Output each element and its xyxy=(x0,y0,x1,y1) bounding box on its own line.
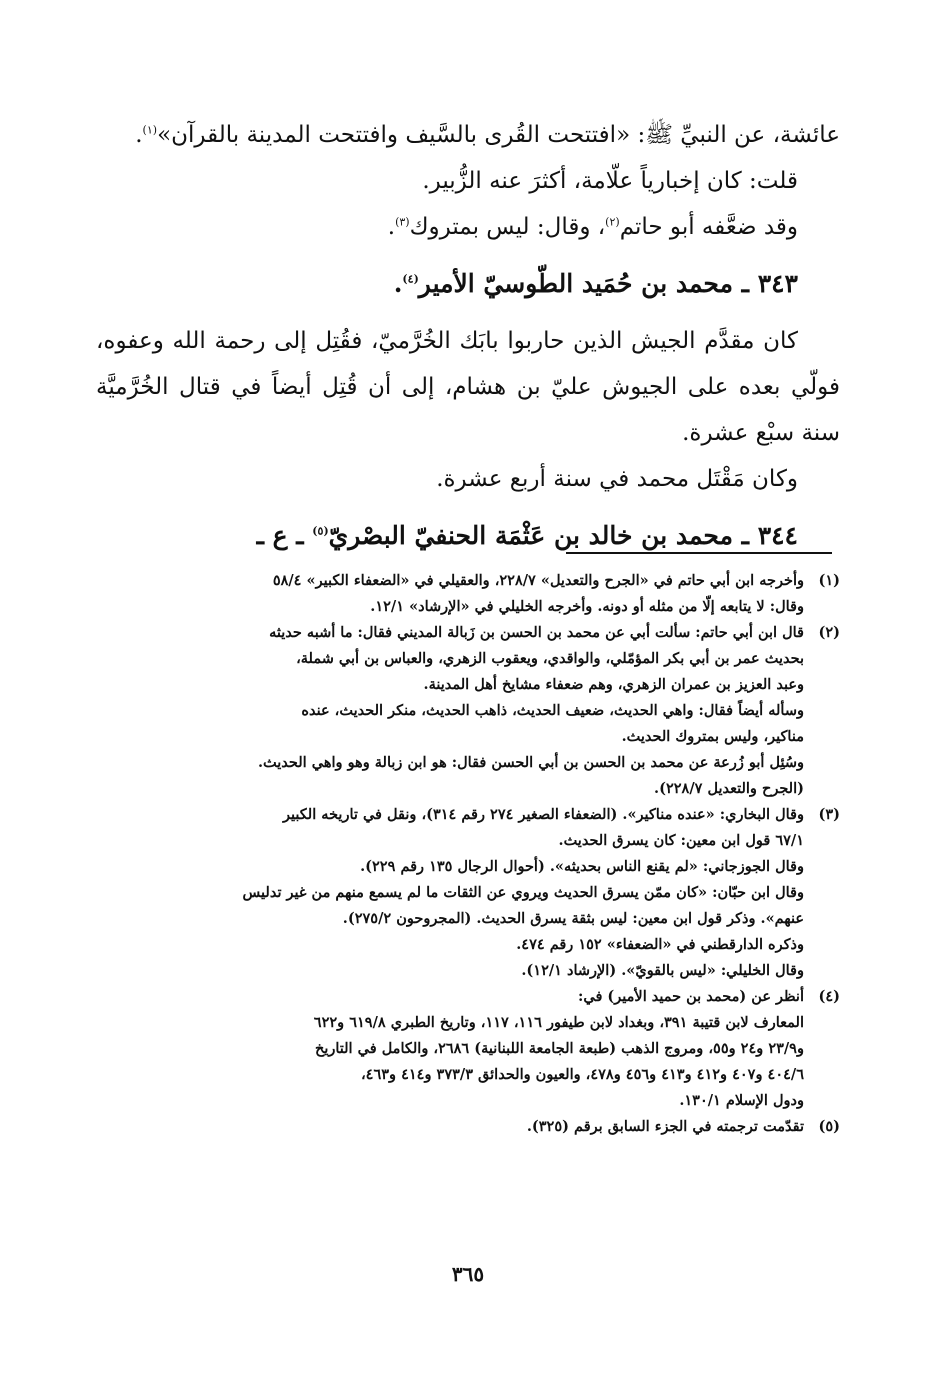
footnote-line: وسأله أيضاً فقال: واهي الحديث، ضعيف الحديث، ذاهب الحديث، منكر الحديث، عنده xyxy=(301,702,804,719)
footnote-line: قال ابن أبي حاتم: سألت أبي عن محمد بن الحسن بن زَبالة المديني فقال: ما أشبه حديثه xyxy=(269,624,804,641)
footnote-line: و٢٣/٩ و٢٤ و٥٥، ومروج الذهب (طبعة الجامعة اللبنانية) ٢٦٨٦، والكامل في التاريخ xyxy=(314,1040,804,1057)
footnote-line: وقال البخاري: «عنده مناكير». (الضعفاء الصغير ٢٧٤ رقم ٣١٤)، ونقل في تاريخه الكبير xyxy=(283,806,804,823)
footnote-line: وقال: لا يتابعه إلّا من مثله أو دونه. وأخرجه الخليلي في «الإرشاد» ١٢/١. xyxy=(370,598,804,615)
footnote-line: وأخرجه ابن أبي حاتم في «الجرح والتعديل» ٢٢٨/٧، والعقيلي في «الضعفاء الكبير» ٥٨/٤ xyxy=(272,572,804,589)
footnote-line: (الجرح والتعديل ٢٢٨/٧). xyxy=(654,780,804,797)
footnote-ref-5[interactable]: (٥) xyxy=(312,524,329,538)
text-line-1: عائشة، عن النبيِّ ﷺ: «افتتحت القُرى بالسَّيف وافتتحت المدينة بالقرآن»$^{(١)}$. xyxy=(135,122,840,148)
footnote-ref-3[interactable]: (٣) xyxy=(395,215,410,229)
entry-heading-343: ٣٤٣ ـ محمد بن حُمَيد الطّوسيّ الأمير$^{(٤)}$. xyxy=(393,269,798,298)
footnote-4 xyxy=(96,984,840,1114)
text-line-3: وقد ضعَّفه أبو حاتم$^{(٢)}$، وقال: ليس بمتروك$^{(٣)}$. xyxy=(387,214,798,240)
entry-343-paragraph: كان مقدَّم الجيش الذين حاربوا بابَك الخُرَّميّ، فقُتِل إلى رحمة الله وعفوه، فولّي بعده على الجيوش عليّ بن هشام، إلى أن قُتِل أيضاً في قتال الخُرَّميَّة سنة سبْع عشرة. xyxy=(96,328,840,446)
footnote-line: أنظر عن (محمد بن حميد الأمير) في: xyxy=(578,988,804,1005)
footnote-number: (٣) xyxy=(818,806,840,823)
footnote-line: وقال الخليلي: «ليس بالقويّ». (الإرشاد ١٢/١). xyxy=(521,962,804,979)
footnote-line: تقدّمت ترجمته في الجزء السابق برقم (٣٢٥). xyxy=(526,1118,804,1135)
entry-343-line: وكان مَقْتَل محمد في سنة أربع عشرة. xyxy=(436,466,798,492)
footnote-ref-4[interactable]: (٤) xyxy=(402,272,419,286)
footnote-ref-2[interactable]: (٢) xyxy=(605,215,620,229)
footnotes xyxy=(96,568,840,1140)
footnote-line: وقال الجوزجاني: «لم يقنع الناس بحديثه». (أحوال الرجال ١٣٥ رقم ٢٢٩). xyxy=(360,858,804,875)
footnote-line: وسُئِل أبو زُرعة عن محمد بن الحسن بن أبي الحسن فقال: هو ابن زبالة وهو واهي الحديث. xyxy=(257,754,804,771)
footnote-divider xyxy=(566,552,832,554)
footnote-3 xyxy=(96,802,840,984)
footnote-line: المعارف لابن قتيبة ٣٩١، وبغداد لابن طيفور ١١٦، ١١٧، وتاريخ الطبري ٦١٩/٨ و٦٢٢ xyxy=(313,1014,804,1031)
footnote-line: ودول الإسلام ١٣٠/١. xyxy=(679,1092,804,1109)
footnote-line: ٤٠٤/٦ و٤٠٧ و٤١٢ و٤١٣ و٤٥٦ و٤٧٨، والعيون والحدائق ٣٧٣/٣ و٤١٤ و٤٦٣، xyxy=(360,1066,804,1083)
footnote-ref-1[interactable]: (١) xyxy=(142,123,158,137)
footnote-number: (٥) xyxy=(818,1118,840,1135)
footnote-number: (٢) xyxy=(818,624,840,641)
footnote-line: وذكره الدارقطني في «الضعفاء» ١٥٢ رقم ٤٧٤. xyxy=(516,936,804,953)
text-line-2: قلت: كان إخبارياً علّامة، أكثرَ عنه الزُّبير. xyxy=(422,168,798,194)
footnote-line: وقال ابن حبّان: «كان ممّن يسرق الحديث ويروي عن الثقات ما لم يسمع منهم من غير تدليس xyxy=(242,884,804,901)
footnote-line: بحديث عمر بن أبي بكر المؤمّلي، والواقدي، ويعقوب الزهري، والعباس بن أبي شملة، xyxy=(296,650,804,667)
footnote-number: (١) xyxy=(818,572,840,589)
footnote-line: مناكير، وليس بمتروك الحديث. xyxy=(621,728,804,745)
footnote-line: عنهم». وذكر قول ابن معين: ليس بثقة يسرق الحديث. (المجروحون ٢٧٥/٢). xyxy=(342,910,804,927)
footnote-2 xyxy=(96,620,840,802)
page-number: ٣٦٥ xyxy=(451,1262,485,1286)
footnote-5 xyxy=(96,1114,840,1140)
footnote-line: ٦٧/١ قول ابن معين: كان يسرق الحديث. xyxy=(558,832,804,849)
footnote-number: (٤) xyxy=(818,988,840,1005)
entry-heading-344: ٣٤٤ ـ محمد بن خالد بن عَثْمَة الحنفيّ البصْريّ$^{(٥)}$ ـ ع ـ xyxy=(256,521,798,550)
main-text xyxy=(96,112,840,560)
footnote-1 xyxy=(96,568,840,620)
footnote-line: وعبد العزيز بن عمران الزهري، وهم ضعفاء مشايخ أهل المدينة. xyxy=(423,676,804,693)
